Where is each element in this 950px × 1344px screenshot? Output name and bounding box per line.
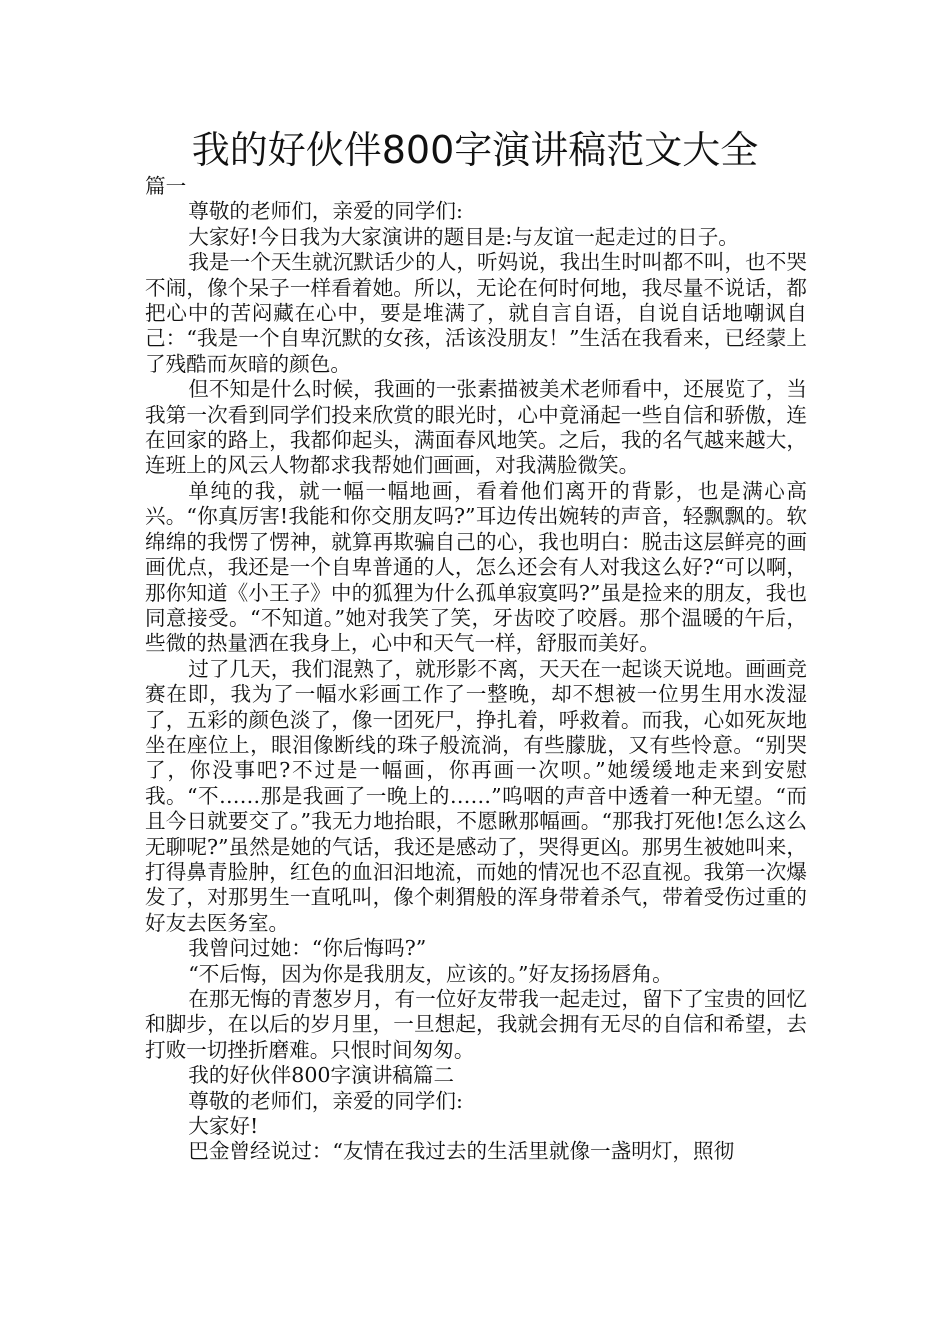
document-body: [145, 174, 807, 1165]
body-paragraph: 巴金曾经说过：“友情在我过去的生活里就像一盏明灯，照彻: [188, 1139, 735, 1164]
intro-paragraph: 大家好!今日我为大家演讲的题目是:与友谊一起走过的日子。: [188, 224, 739, 249]
body-paragraph: 单纯的我，就一幅一幅地画，看着他们离开的背影，也是满心高兴。“你真厉害!我能和你交朋友吗?”耳边传出婉转的声音，轻飘飘的。软绵绵的我愣了愣神，就算再欺骗自己的心，我也明白：脱击这层鲜亮的画画优点，我还是一个自卑普通的人，怎么还会有人对我这么好?“可以啊，那你知道《小王子》中的狐狸为什么孤单寂寞吗?”虽是捡来的朋友，我也同意接受。“不知道。”她对我笑了笑，牙齿咬了咬唇。那个温暖的午后，些微的热量洒在我身上，心中和天气一样，舒服而美好。: [145, 478, 807, 656]
body-paragraph: 我是一个天生就沉默话少的人，听妈说，我出生时叫都不叫，也不哭不闹，像个呆子一样看着她。所以，无论在何时何地，我尽量不说话，都把心中的苦闷藏在心中，要是堆满了，就自言自语，自说自话地嘲讽自己：“我是一个自卑沉默的女孩，活该没朋友！”生活在我看来，已经蒙上了残酷而灰暗的颜色。: [145, 250, 807, 376]
intro-paragraph: 大家好!: [188, 1114, 259, 1139]
greeting-paragraph: 尊敬的老师们，亲爱的同学们:: [188, 199, 463, 224]
body-paragraph: “不后悔，因为你是我朋友，应该的。”好友扬扬唇角。: [188, 961, 673, 986]
section-heading: 我的好伙伴800字演讲稿篇二: [188, 1063, 455, 1088]
body-paragraph: 在那无悔的青葱岁月，有一位好友带我一起走过，留下了宝贵的回忆和脚步，在以后的岁月里，一旦想起，我就会拥有无尽的自信和希望，去打败一切挫折磨难。只恨时间匆匆。: [145, 987, 807, 1062]
body-paragraph: 但不知是什么时候，我画的一张素描被美术老师看中，还展览了，当我第一次看到同学们投来欣赏的眼光时，心中竟涌起一些自信和骄傲，连在回家的路上，我都仰起头，满面春风地笑。之后，我的名气越来越大，连班上的风云人物都求我帮她们画画，对我满脸微笑。: [145, 377, 807, 478]
document-title: 我的好伙伴800字演讲稿范文大全: [191, 128, 759, 172]
body-paragraph: 我曾问过她：“你后悔吗?”: [188, 936, 427, 961]
section-label: 篇一: [145, 174, 187, 198]
greeting-paragraph: 尊敬的老师们，亲爱的同学们:: [188, 1088, 463, 1113]
body-paragraph: 过了几天，我们混熟了，就形影不离，天天在一起谈天说地。画画竞赛在即，我为了一幅水彩画工作了一整晚，却不想被一位男生用水泼湿了，五彩的颜色淡了，像一团死尸，挣扎着，呼救着。而我，心如死灰地坐在座位上，眼泪像断线的珠子般流淌，有些朦胧，又有些怜意。“别哭了，你没事吧?不过是一幅画，你再画一次呗。”她缓缓地走来到安慰我。“不……那是我画了一晚上的……”呜咽的声音中透着一种无望。“而且今日就要交了。”我无力地抬眼，不愿瞅那幅画。“那我打死他!怎么这么无聊呢?”虽然是她的气话，我还是感动了，哭得更凶。那男生被她叫来，打得鼻青脸肿，红色的血汩汩地流，而她的情况也不忍直视。我第一次爆发了，对那男生一直吼叫，像个刺猬般的浑身带着杀气，带着受伤过重的好友去医务室。: [145, 656, 807, 935]
